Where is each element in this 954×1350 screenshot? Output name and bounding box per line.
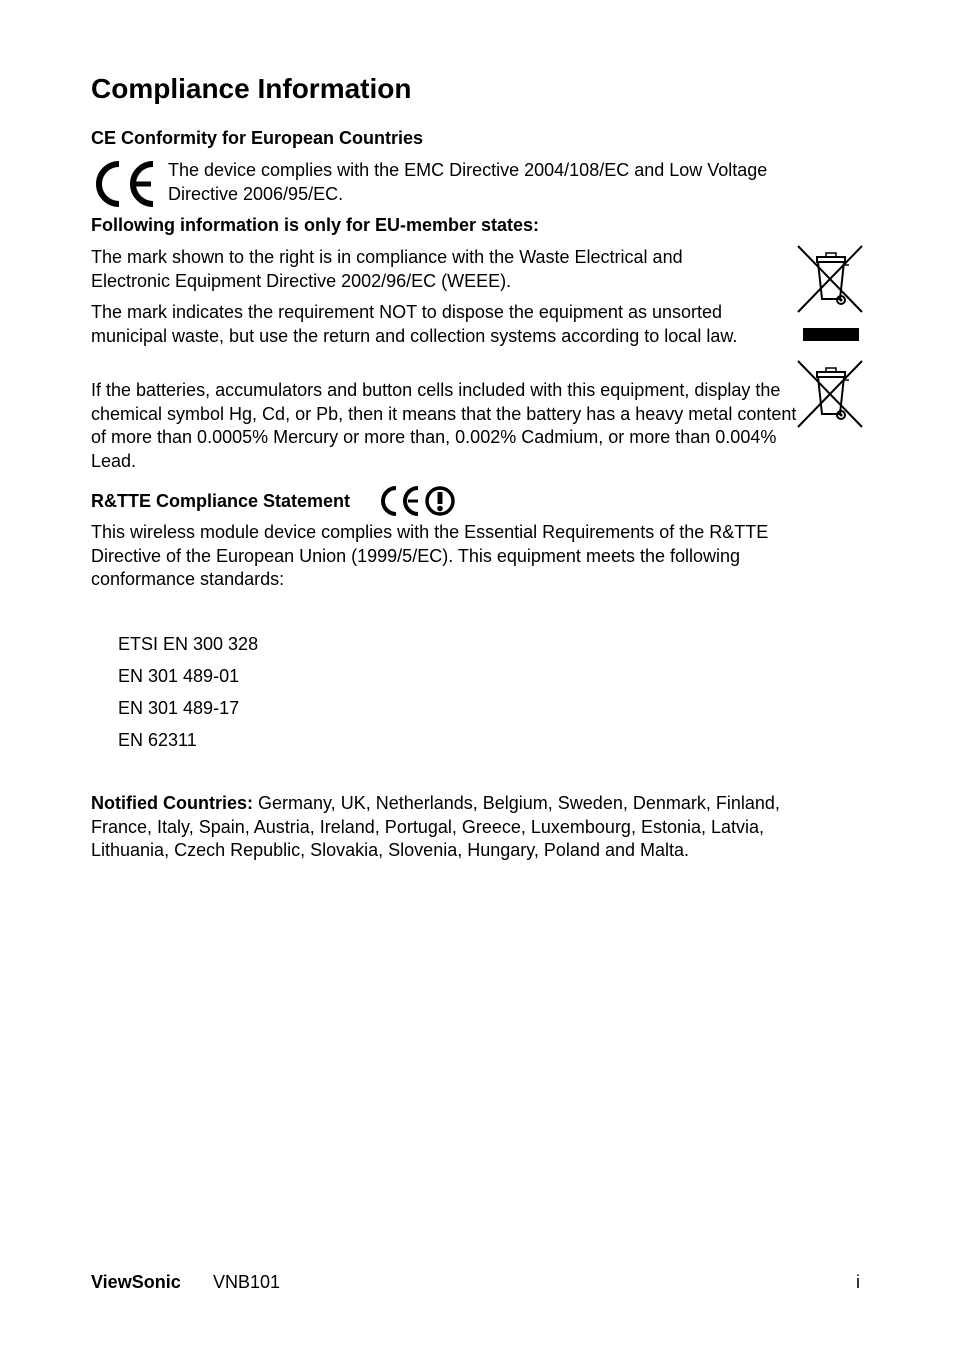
- ce-text: The device complies with the EMC Directive 2004/108/EC and Low Voltage Directive 2006/95/EC.: [168, 160, 768, 204]
- weee-separation-bar: [803, 328, 859, 341]
- weee-paragraph: The mark shown to the right is in compliance with the Waste Electrical and Electronic Equipment Directive 2002/96/EC (WEEE).: [91, 247, 683, 291]
- footer-page-number: i: [856, 1272, 860, 1292]
- page-title: Compliance Information: [91, 73, 412, 104]
- disposal-paragraph: The mark indicates the requirement NOT to dispose the equipment as unsorted municipal waste, but use the return and collection systems according to local law.: [91, 302, 738, 346]
- notified-countries-label: Notified Countries:: [91, 793, 253, 813]
- standard-item: EN 301 489-01: [118, 666, 240, 686]
- ce-alert-mark-icon: [378, 485, 458, 517]
- battery-paragraph: If the batteries, accumulators and button cells included with this equipment, display the chemical symbol Hg, Cd, or Pb, then it means that the battery has a heavy metal content of more than 0.0005% Mercury or more than, 0.002% Cadmium, or more than 0.004% Lead.: [91, 380, 797, 471]
- ce-conformity-block: [91, 158, 831, 208]
- crossed-out-wheelie-bin-icon: [795, 358, 865, 430]
- notified-countries-text: Germany, UK, Netherlands, Belgium, Sweden, Denmark, Finland, France, Italy, Spain, Austria, Ireland, Portugal, Greece, Luxembourg, Estonia, Latvia, Lithuania, Czech Republic, Slovakia, Slovenia, Hungary, Poland and Malta.: [91, 793, 780, 860]
- rtte-heading: R&TTE Compliance Statement: [91, 491, 351, 511]
- standard-item: EN 301 489-17: [118, 698, 240, 718]
- ce-heading: CE Conformity for European Countries: [91, 128, 424, 148]
- rtte-paragraph: This wireless module device complies with the Essential Requirements of the R&TTE Directive of the European Union (1999/5/EC). This equipment meets the following conformance standards:: [91, 522, 769, 589]
- eu-heading: Following information is only for EU-member states:: [91, 215, 540, 235]
- standard-item: EN 62311: [118, 730, 197, 750]
- crossed-out-wheelie-bin-icon: [795, 243, 865, 315]
- notified-countries: [91, 792, 839, 863]
- footer-brand: ViewSonic: [91, 1272, 181, 1292]
- ce-mark-icon: [91, 160, 157, 208]
- footer-model: VNB101: [213, 1272, 281, 1292]
- standard-item: ETSI EN 300 328: [118, 634, 259, 654]
